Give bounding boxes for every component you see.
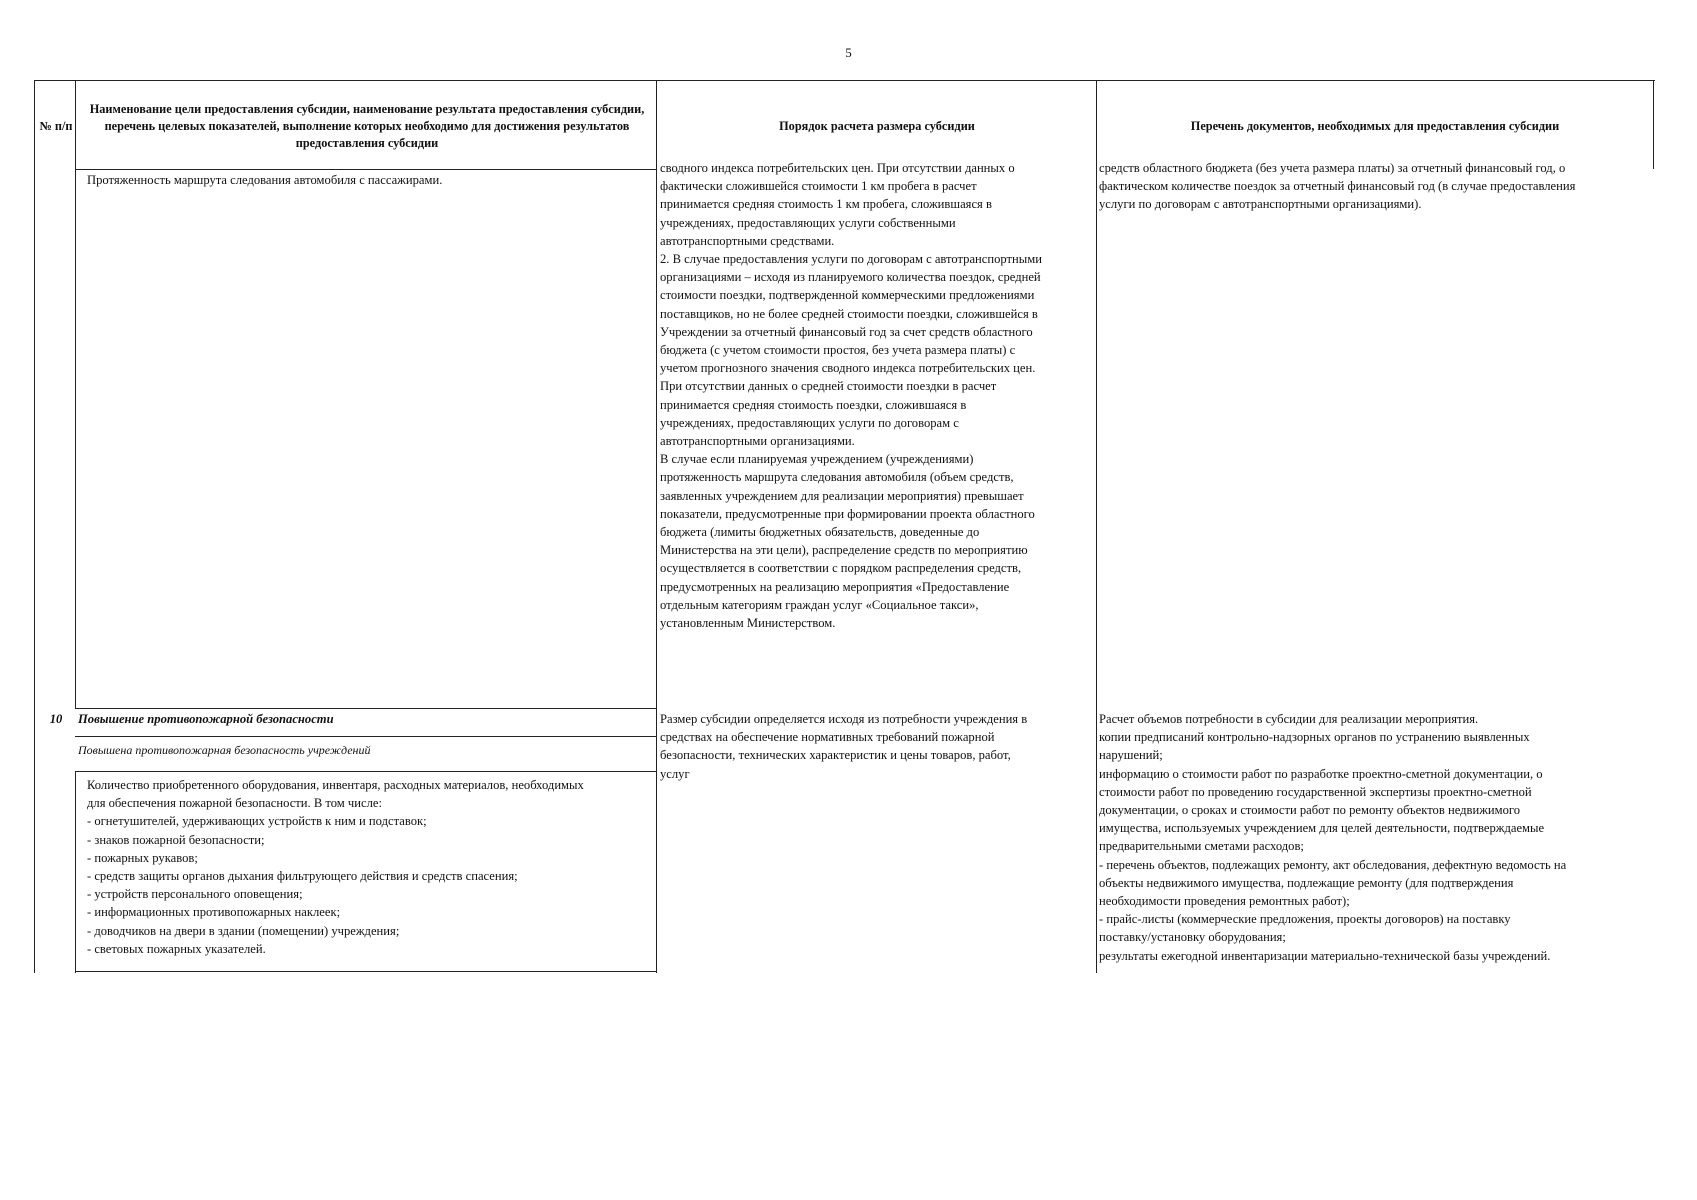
- calc-line: фактически сложившейся стоимости 1 км пробега в расчет: [660, 179, 977, 194]
- docs-line: имущества, используемых учреждением для целей деятельности, подтверждаемые: [1099, 821, 1545, 836]
- indicator-left-border-10: [75, 771, 76, 973]
- calc-line: поставщиков, но не более средней стоимости поездки, сложившейся в: [660, 306, 1038, 321]
- subsidy-table: [34, 80, 1655, 973]
- indicator-line: - огнетушителей, удерживающих устройств к ним и подставок;: [87, 814, 427, 829]
- calc-line: услуг: [660, 766, 690, 781]
- row-cont-docs: [1099, 159, 1651, 214]
- calc-line: автотранспортными средствами.: [660, 233, 835, 248]
- calc-line: установленным Министерством.: [660, 616, 836, 631]
- indicator-line: - пожарных рукавов;: [87, 850, 198, 865]
- docs-line: необходимости проведения ремонтных работ);: [1099, 894, 1350, 909]
- calc-line: При отсутствии данных о средней стоимости поездки в расчет: [660, 379, 997, 394]
- indicator-line: - доводчиков на двери в здании (помещении) учреждения;: [87, 923, 400, 938]
- calc-line: автотранспортными организациями.: [660, 434, 855, 449]
- indicator-line: для обеспечения пожарной безопасности. В том числе:: [87, 796, 382, 811]
- docs-line: - прайс-листы (коммерческие предложения, проекты договоров) на поставку: [1099, 912, 1511, 927]
- docs-line: документации, о сроках и стоимости работ по ремонту объектов недвижимого: [1099, 803, 1521, 818]
- calc-line: протяженность маршрута следования автомобиля (объем средств,: [660, 470, 1014, 485]
- row-cont-calc: [660, 159, 1100, 632]
- row-10-docs: [1099, 710, 1651, 965]
- page-number: 5: [845, 45, 852, 60]
- col-divider-goal: [656, 81, 657, 973]
- col-divider-num: [75, 81, 76, 169]
- docs-line: Расчет объемов потребности в субсидии для реализации мероприятия.: [1099, 712, 1479, 726]
- calc-line: предусмотренных на реализацию мероприятия «Предоставление: [660, 579, 1010, 594]
- row-10-goal: Повышение противопожарной безопасности: [78, 712, 334, 726]
- indicator-line: - информационных противопожарных наклеек;: [87, 905, 341, 920]
- docs-line: копии предписаний контрольно-надзорных органов по устранению выявленных: [1099, 730, 1530, 745]
- calc-line: сводного индекса потребительских цен. При отсутствии данных о: [660, 161, 1015, 175]
- row-cont-bottom-line: [75, 708, 656, 709]
- docs-line: информацию о стоимости работ по разработке проектно-сметной документации, о: [1099, 766, 1543, 781]
- calc-line: 2. В случае предоставления услуги по договорам с автотранспортными: [660, 252, 1042, 267]
- docs-line: - перечень объектов, подлежащих ремонту, акт обследования, дефектную ведомость на: [1099, 857, 1567, 872]
- calc-line: принимается средняя стоимость 1 км пробега, сложившаяся в: [660, 197, 992, 212]
- calc-line: средствах на обеспечение нормативных требований пожарной: [660, 730, 995, 745]
- indicator-left-border: [75, 169, 76, 708]
- docs-line: средств областного бюджета (без учета размера платы) за отчетный финансовый год, о: [1099, 161, 1566, 175]
- docs-line: поставку/установку оборудования;: [1099, 930, 1286, 945]
- calc-line: В случае если планируемая учреждением (учреждениями): [660, 452, 974, 467]
- goal-bottom-line: [75, 736, 656, 737]
- row-10-indicators: [87, 776, 653, 958]
- row-10-calc: [660, 710, 1094, 783]
- calc-line: заявленных учреждением для реализации мероприятия) превышает: [660, 488, 1024, 503]
- header-docs: Перечень документов, необходимых для предоставления субсидии: [1190, 118, 1560, 133]
- row-10-number: 10: [49, 712, 63, 726]
- calc-line: учетом прогнозного значения сводного индекса потребительских цен.: [660, 361, 1036, 376]
- col-divider-right: [1653, 81, 1654, 169]
- calc-line: Учреждении за отчетный финансовый год за счет средств областного: [660, 324, 1033, 339]
- calc-line: показатели, предусмотренные при формировании проекта областного: [660, 506, 1035, 521]
- calc-line: безопасности, технических характеристик и цены товаров, работ,: [660, 748, 1011, 763]
- header-calc: Порядок расчета размера субсидии: [779, 118, 975, 133]
- indicator-line: Количество приобретенного оборудования, инвентаря, расходных материалов, необходимых: [87, 778, 584, 792]
- row-10-result: Повышена противопожарная безопасность учреждений: [78, 743, 371, 757]
- calc-line: бюджета (с учетом стоимости простоя, без учета размера платы) с: [660, 343, 1016, 358]
- docs-line: предварительными сметами расходов;: [1099, 839, 1304, 854]
- table-bottom-line: [75, 971, 656, 972]
- header-goal: Наименование цели предоставления субсидии, наименование результата предоставления субсидии, перечень целевых показателей, выполнение которых необходимо для достижения результатов предоставления субсидии: [89, 101, 645, 150]
- indicator-line: - средств защиты органов дыхания фильтрующего действия и средств спасения;: [87, 869, 518, 884]
- calc-line: организациями – исходя из планируемого количества поездок, средней: [660, 270, 1041, 285]
- indicator-line: - знаков пожарной безопасности;: [87, 832, 265, 847]
- calc-line: Министерства на эти цели), распределение средств по мероприятию: [660, 543, 1028, 558]
- row-cont-indicator: Протяженность маршрута следования автомобиля с пассажирами.: [87, 173, 443, 187]
- docs-line: стоимости работ по проведению государственной экспертизы проектно-сметной: [1099, 784, 1532, 799]
- calc-line: осуществляется в соответствии с порядком распределения средств,: [660, 561, 1022, 576]
- calc-line: стоимости поездки, подтвержденной коммерческими предложениями: [660, 288, 1035, 303]
- indicator-line: - устройств персонального оповещения;: [87, 887, 303, 902]
- header-num: № п/п: [39, 118, 73, 133]
- calc-line: Размер субсидии определяется исходя из потребности учреждения в: [660, 712, 1028, 726]
- calc-line: учреждениях, предоставляющих услуги собственными: [660, 215, 956, 230]
- docs-line: объекты недвижимого имущества, подлежащие ремонту (для подтверждения: [1099, 875, 1514, 890]
- docs-line: фактическом количестве поездок за отчетный финансовый год (в случае предоставления: [1099, 179, 1576, 194]
- calc-line: отдельным категориям граждан услуг «Социальное такси»,: [660, 597, 979, 612]
- calc-line: принимается средняя стоимость поездки, сложившаяся в: [660, 397, 967, 412]
- header-bottom-line: [75, 169, 656, 170]
- docs-line: услуги по договорам с автотранспортными организациями).: [1099, 197, 1422, 212]
- calc-line: бюджета (лимиты бюджетных обязательств, доведенные до: [660, 525, 980, 540]
- indicator-line: - световых пожарных указателей.: [87, 941, 266, 956]
- result-bottom-line: [75, 771, 656, 772]
- docs-line: нарушений;: [1099, 748, 1163, 763]
- calc-line: учреждениях, предоставляющих услуги по договорам с: [660, 415, 959, 430]
- docs-line: результаты ежегодной инвентаризации материально-технической базы учреждений.: [1099, 948, 1551, 963]
